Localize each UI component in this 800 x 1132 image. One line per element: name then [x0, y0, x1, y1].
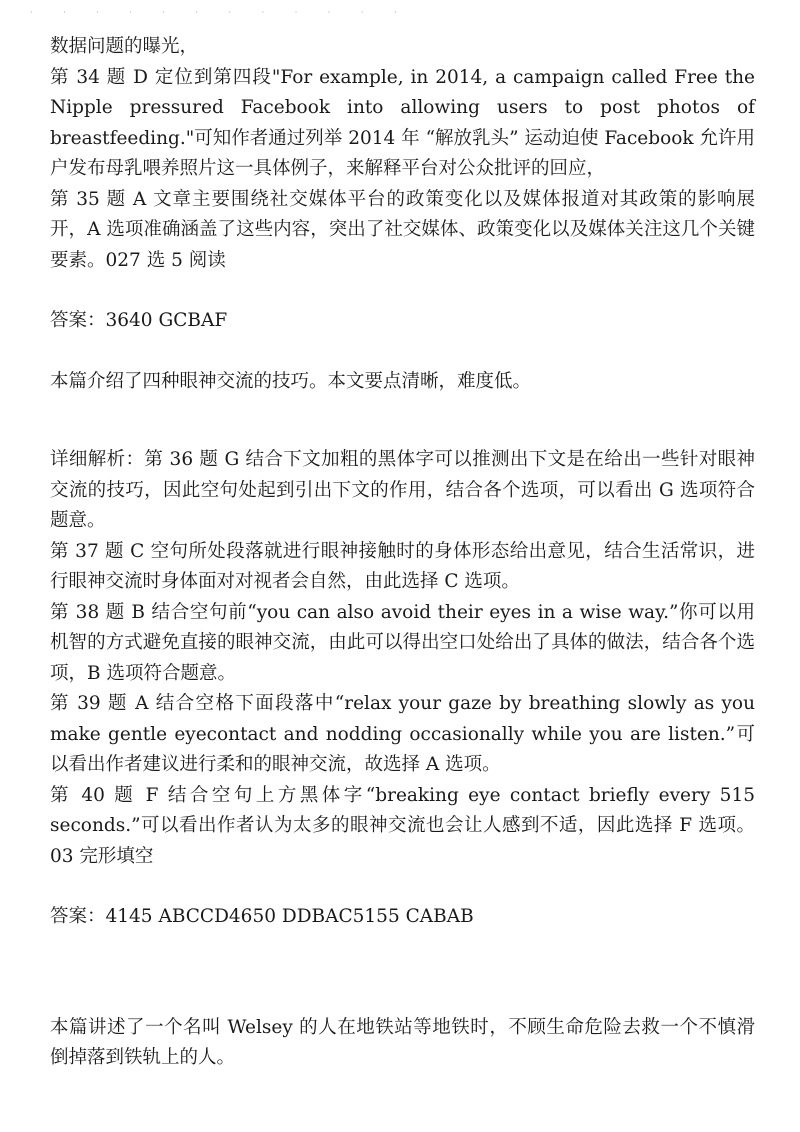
- spacer: [50, 276, 755, 306]
- scan-header-artifacts: · · · · · · · · · · · ·: [30, 8, 411, 17]
- document-page: [50, 32, 755, 1074]
- paragraph-data-exposure: 数据问题的曝光，: [50, 36, 199, 57]
- spacer: [50, 933, 755, 1013]
- spacer: [50, 397, 755, 445]
- spacer: [50, 872, 755, 902]
- paragraph-question-35: 第 35 题 A 文章主要围绕社交媒体平台的政策变化以及媒体报道对其政策的影响展开，A 选项准确涵盖了这些内容，突出了社交媒体、政策变化以及媒体关注这几个关键要素。027 选 5 阅读: [50, 188, 755, 271]
- spacer: [50, 337, 755, 367]
- paragraph-passage-summary: 本篇介绍了四种眼神交流的技巧。本文要点清晰，难度低。: [50, 370, 532, 392]
- paragraph-cloze-summary: 本篇讲述了一个名叫 Welsey 的人在地铁站等地铁时，不顾生命危险去救一个不慎滑倒掉落到铁轨上的人。: [50, 1016, 755, 1068]
- paragraph-question-40: 第 40 题 F 结合空句上方黑体字“breaking eye contact briefly every 515 seconds.”可以看出作者认为太多的眼神交流也会让人感到不适，因此选择 F 选项。03 完形填空: [50, 784, 755, 867]
- paragraph-answers-36-40: 答案：3640 GCBAF: [50, 310, 228, 331]
- paragraph-question-36: 详细解析：第 36 题 G 结合下文加粗的黑体字可以推测出下文是在给出一些针对眼神交流的技巧，因此空句处起到引出下文的作用，结合各个选项，可以看出 G 选项符合题意。: [50, 449, 755, 531]
- paragraph-question-34: 第 34 题 D 定位到第四段"For example, in 2014, a campaign called Free the Nipple pressured Facebook into allowing users to post photos of breastfeeding."可知作者通过列举 2014 年 “解放乳头” 运动迫使 Facebook 允许用户发布母乳喂养照片这一具体例子，来解释平台对公众批评的回应，: [50, 66, 755, 179]
- paragraph-question-38: 第 38 题 B 结合空句前“you can also avoid their eyes in a wise way.”你可以用机智的方式避免直接的眼神交流，由此可以得出空口处给出了具体的做法，结合各个选项，B 选项符合题意。: [50, 601, 755, 684]
- paragraph-question-37: 第 37 题 C 空句所处段落就进行眼神接触时的身体形态给出意见，结合生活常识，进行眼神交流时身体面对对视者会自然，由此选择 C 选项。: [50, 540, 755, 592]
- paragraph-question-39: 第 39 题 A 结合空格下面段落中“relax your gaze by breathing slowly as you make gentle eyecontact and nodding occasionally while you are listen.”可以看出作者建议进行柔和的眼神交流，故选择 A 选项。: [50, 693, 755, 775]
- paragraph-answers-41-55: 答案：4145 ABCCD4650 DDBAC5155 CABAB: [50, 906, 474, 927]
